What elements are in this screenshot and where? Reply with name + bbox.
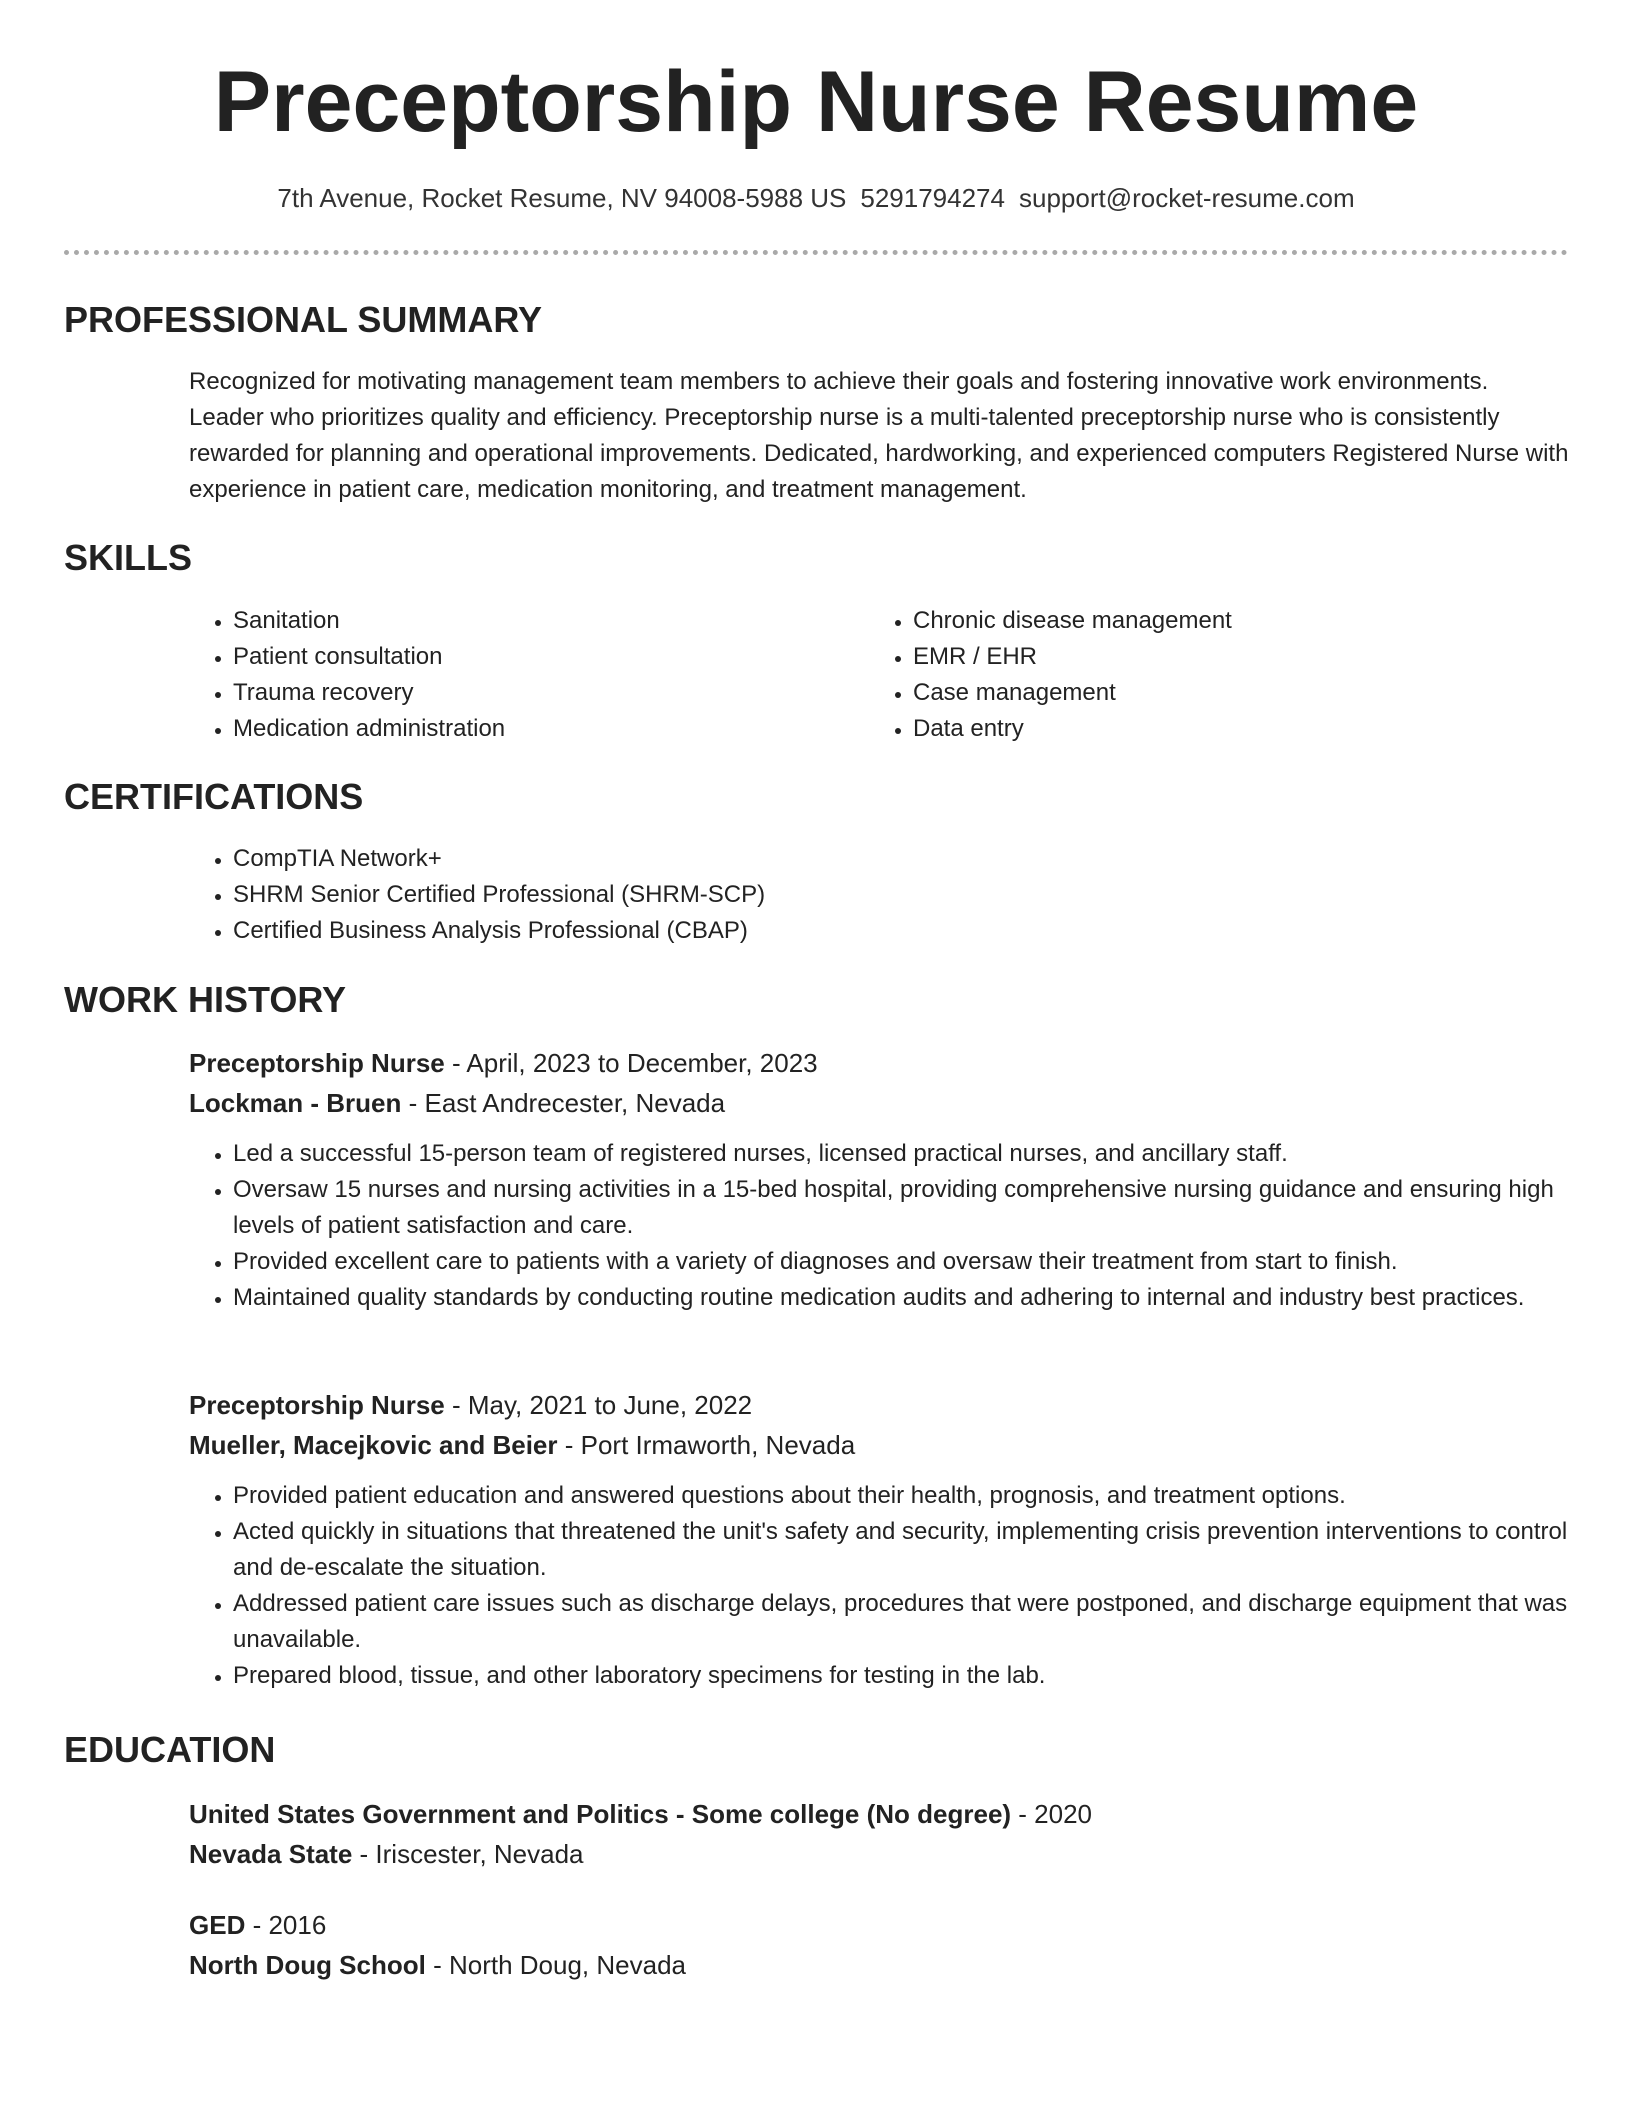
skill-item: • Trauma recovery: [233, 675, 829, 711]
job-location: - Port Irmaworth, Nevada: [557, 1430, 856, 1460]
education-entry: [189, 1906, 1569, 1984]
job-company-line: [189, 1084, 1569, 1122]
section-title-education: EDUCATION: [64, 1729, 276, 1770]
contact-line: [0, 178, 1632, 218]
certification-item: • CompTIA Network+: [233, 841, 1489, 877]
job-bullet: • Oversaw 15 nurses and nursing activities in a 15-bed hospital, providing comprehensive nursing guidance and ensuring high levels of patient satisfaction and care.: [233, 1172, 1569, 1244]
education-school-line: [189, 1946, 1569, 1984]
skill-item: • Medication administration: [233, 711, 829, 747]
header-divider: [64, 250, 1568, 255]
skill-item: • Sanitation: [233, 603, 829, 639]
education-location: - North Doug, Nevada: [425, 1950, 686, 1980]
education-school: Nevada State: [189, 1839, 353, 1869]
certification-item: • Certified Business Analysis Professional (CBAP): [233, 913, 1489, 949]
education-entry: [189, 1795, 1569, 1873]
education-degree-line: [189, 1906, 1569, 1944]
resume-title: Preceptorship Nurse Resume: [213, 54, 1419, 150]
job-dates: - May, 2021 to June, 2022: [444, 1390, 753, 1420]
job-bullets: [189, 1478, 1569, 1694]
section-title-skills: SKILLS: [64, 537, 193, 578]
education-year: - 2016: [245, 1910, 327, 1940]
skill-item: • EMR / EHR: [913, 639, 1549, 675]
education-degree: United States Government and Politics - Some college (No degree): [189, 1799, 1012, 1829]
job-bullet: • Prepared blood, tissue, and other laboratory specimens for testing in the lab.: [233, 1658, 1569, 1694]
skill-item: • Patient consultation: [233, 639, 829, 675]
summary-text: Recognized for motivating management team members to achieve their goals and fostering innovative work environments. Leader who prioritizes quality and efficiency. Preceptorship nurse is a multi-talented preceptorship nurse who is consistently rewarded for planning and operational improvements. Dedicated, hardworking, and experienced computers Registered Nurse with experience in patient care, medication monitoring, and treatment management.: [189, 368, 1569, 503]
certification-item: • SHRM Senior Certified Professional (SHRM-SCP): [233, 877, 1489, 913]
education-degree-line: [189, 1795, 1569, 1833]
job-bullets: [189, 1136, 1569, 1316]
job-dates: - April, 2023 to December, 2023: [444, 1048, 818, 1078]
section-title-work-history: WORK HISTORY: [64, 979, 347, 1020]
job-bullet: • Addressed patient care issues such as discharge delays, procedures that were postponed, and discharge equipment that was unavailable.: [233, 1586, 1569, 1658]
job-bullet: • Maintained quality standards by conducting routine medication audits and adhering to internal and industry best practices.: [233, 1280, 1569, 1316]
education-school-line: [189, 1835, 1569, 1873]
contact-phone: 5291794274: [860, 183, 1005, 213]
job-entry: [189, 1386, 1569, 1694]
job-bullet: • Led a successful 15-person team of registered nurses, licensed practical nurses, and ancillary staff.: [233, 1136, 1569, 1172]
certifications-list: [189, 841, 1489, 949]
job-company: Lockman - Bruen: [189, 1088, 402, 1118]
job-title: Preceptorship Nurse: [189, 1048, 445, 1078]
job-title: Preceptorship Nurse: [189, 1390, 445, 1420]
skill-item: • Data entry: [913, 711, 1549, 747]
skill-item: • Chronic disease management: [913, 603, 1549, 639]
skill-item: • Case management: [913, 675, 1549, 711]
education-location: - Iriscester, Nevada: [352, 1839, 584, 1869]
job-location: - East Andrecester, Nevada: [401, 1088, 726, 1118]
section-title-summary: PROFESSIONAL SUMMARY: [64, 299, 543, 340]
job-title-line: [189, 1386, 1569, 1424]
skills-column-right: [869, 603, 1549, 747]
job-company: Mueller, Macejkovic and Beier: [189, 1430, 558, 1460]
job-entry: [189, 1044, 1569, 1316]
education-degree: GED: [189, 1910, 246, 1940]
contact-email: support@rocket-resume.com: [1018, 183, 1355, 213]
skills-column-left: [189, 603, 829, 747]
education-year: - 2020: [1011, 1799, 1093, 1829]
job-bullet: • Provided patient education and answered questions about their health, prognosis, and treatment options.: [233, 1478, 1569, 1514]
education-school: North Doug School: [189, 1950, 426, 1980]
job-bullet: • Provided excellent care to patients with a variety of diagnoses and oversaw their treatment from start to finish.: [233, 1244, 1569, 1280]
contact-address: 7th Avenue, Rocket Resume, NV 94008-5988 US: [277, 183, 847, 213]
job-company-line: [189, 1426, 1569, 1464]
job-bullet: • Acted quickly in situations that threatened the unit's safety and security, implementing crisis prevention interventions to control and de-escalate the situation.: [233, 1514, 1569, 1586]
section-title-certifications: CERTIFICATIONS: [64, 776, 364, 817]
job-title-line: [189, 1044, 1569, 1082]
